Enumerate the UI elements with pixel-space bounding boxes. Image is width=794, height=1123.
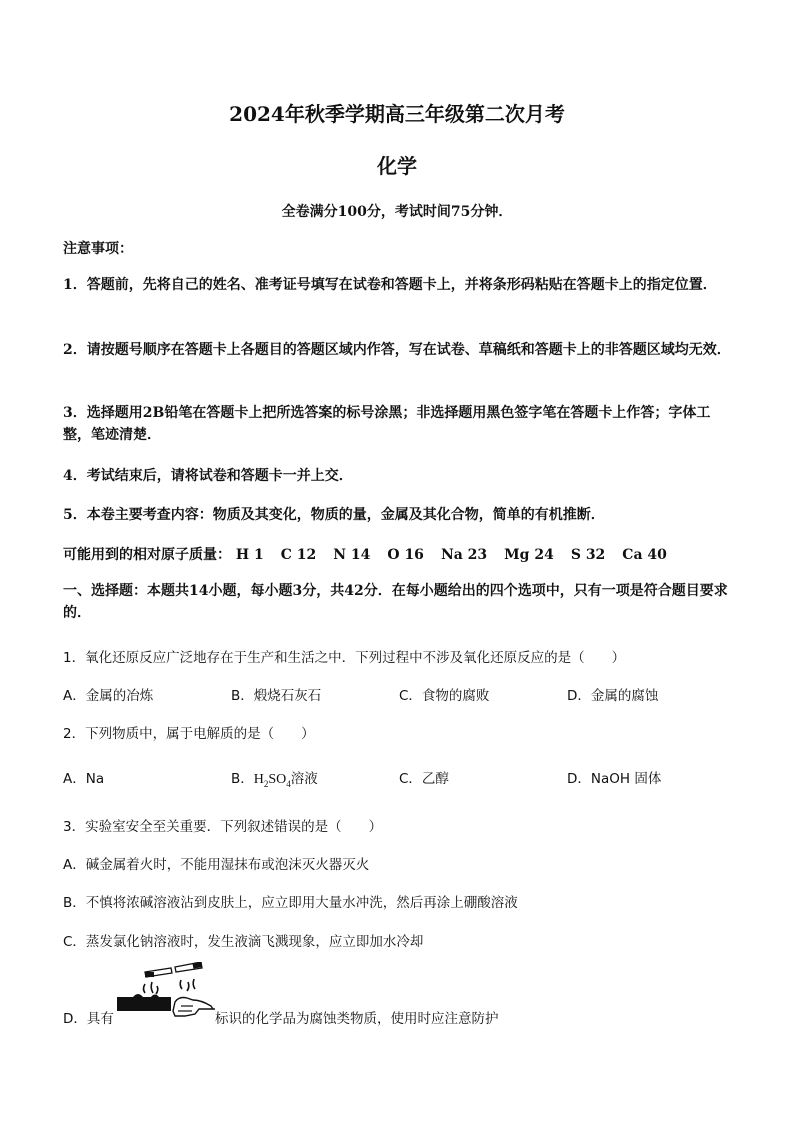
- question-1-option-a: A．金属的冶炼: [63, 688, 154, 704]
- subject-title: 化学: [377, 154, 417, 178]
- atomic-mass-value: S 32: [570, 547, 606, 563]
- option-b-tail: 溶液: [290, 771, 318, 787]
- question-3-stem: 3．实验室安全至关重要．下列叙述错误的是（ ）: [63, 819, 383, 835]
- formula-sub-2: 2: [263, 778, 269, 789]
- note-item-3: 3．选择题用2B铅笔在答题卡上把所选答案的标号涂黑；非选择题用黑色签字笔在答题卡上作答；字体工整，笔迹清楚．: [63, 405, 711, 443]
- question-2-option-c: C．乙醇: [399, 771, 449, 787]
- note-item-1: 1．答题前，先将自己的姓名、准考证号填写在试卷和答题卡上，并将条形码粘贴在答题卡上的指定位置．: [63, 277, 717, 293]
- note-item-5: 5．本卷主要考查内容：物质及其变化，物质的量，金属及其化合物，简单的有机推断．: [63, 507, 605, 523]
- formula-so: SO: [268, 772, 287, 787]
- question-1-option-c: C．食物的腐败: [399, 688, 490, 704]
- question-3-option-d: [63, 962, 738, 1028]
- question-2-option-b: [231, 767, 318, 789]
- atomic-mass-line: [63, 544, 738, 564]
- question-2-stem: 2．下列物质中，属于电解质的是（ ）: [63, 726, 315, 742]
- question-3-option-b: B．不慎将浓碱溶液沾到皮肤上，应立即用大量水冲洗，然后再涂上硼酸溶液: [63, 895, 518, 911]
- full-score-note: 全卷满分100分，考试时间75分钟．: [281, 204, 513, 220]
- formula-sub-4: 4: [286, 778, 291, 789]
- question-3-option-a: A．碱金属着火时，不能用湿抹布或泡沫灭火器灭火: [63, 857, 370, 873]
- option-d-label: D．具有: [63, 1011, 114, 1027]
- question-1-option-d: D．金属的腐蚀: [567, 688, 659, 704]
- option-b-label: B．: [231, 771, 254, 787]
- question-1-stem: 1．氧化还原反应广泛地存在于生产和生活之中．下列过程中不涉及氧化还原反应的是（ ）: [63, 650, 626, 666]
- formula-h: H: [253, 772, 264, 787]
- notes-title: 注意事项：: [63, 241, 133, 257]
- question-2-option-a: A．Na: [63, 771, 105, 787]
- atomic-mass-values: [236, 547, 667, 563]
- atomic-mass-label: 可能用到的相对原子质量：: [63, 547, 231, 563]
- option-d-text: 标识的化学品为腐蚀类物质，使用时应注意防护: [215, 1011, 499, 1027]
- note-item-2: 2．请按题号顺序在答题卡上各题目的答题区域内作答，写在试卷、草稿纸和答题卡上的非答题区域均无效．: [63, 342, 731, 358]
- section-heading: 一、选择题：本题共14小题，每小题3分，共42分．在每小题给出的四个选项中，只有一项是符合题目要求的．: [63, 583, 728, 621]
- corrosive-hazard-icon: [115, 962, 215, 1022]
- atomic-mass-value: O 16: [387, 547, 424, 563]
- atomic-mass-value: Ca 40: [622, 547, 667, 563]
- question-3-option-c: C．蒸发氯化钠溶液时，发生液滴飞溅现象，应立即加水冷却: [63, 934, 424, 950]
- atomic-mass-value: C 12: [280, 547, 317, 563]
- note-item-4: 4．考试结束后，请将试卷和答题卡一并上交．: [63, 468, 353, 484]
- atomic-mass-value: H 1: [235, 547, 264, 563]
- question-1-option-b: B．煅烧石灰石: [231, 688, 322, 704]
- exam-title: 2024年秋季学期高三年级第二次月考: [229, 102, 565, 126]
- atomic-mass-value: Na 23: [440, 547, 488, 563]
- question-2-option-d: D．NaOH 固体: [567, 771, 662, 787]
- atomic-mass-value: N 14: [333, 547, 371, 563]
- atomic-mass-value: Mg 24: [504, 547, 554, 563]
